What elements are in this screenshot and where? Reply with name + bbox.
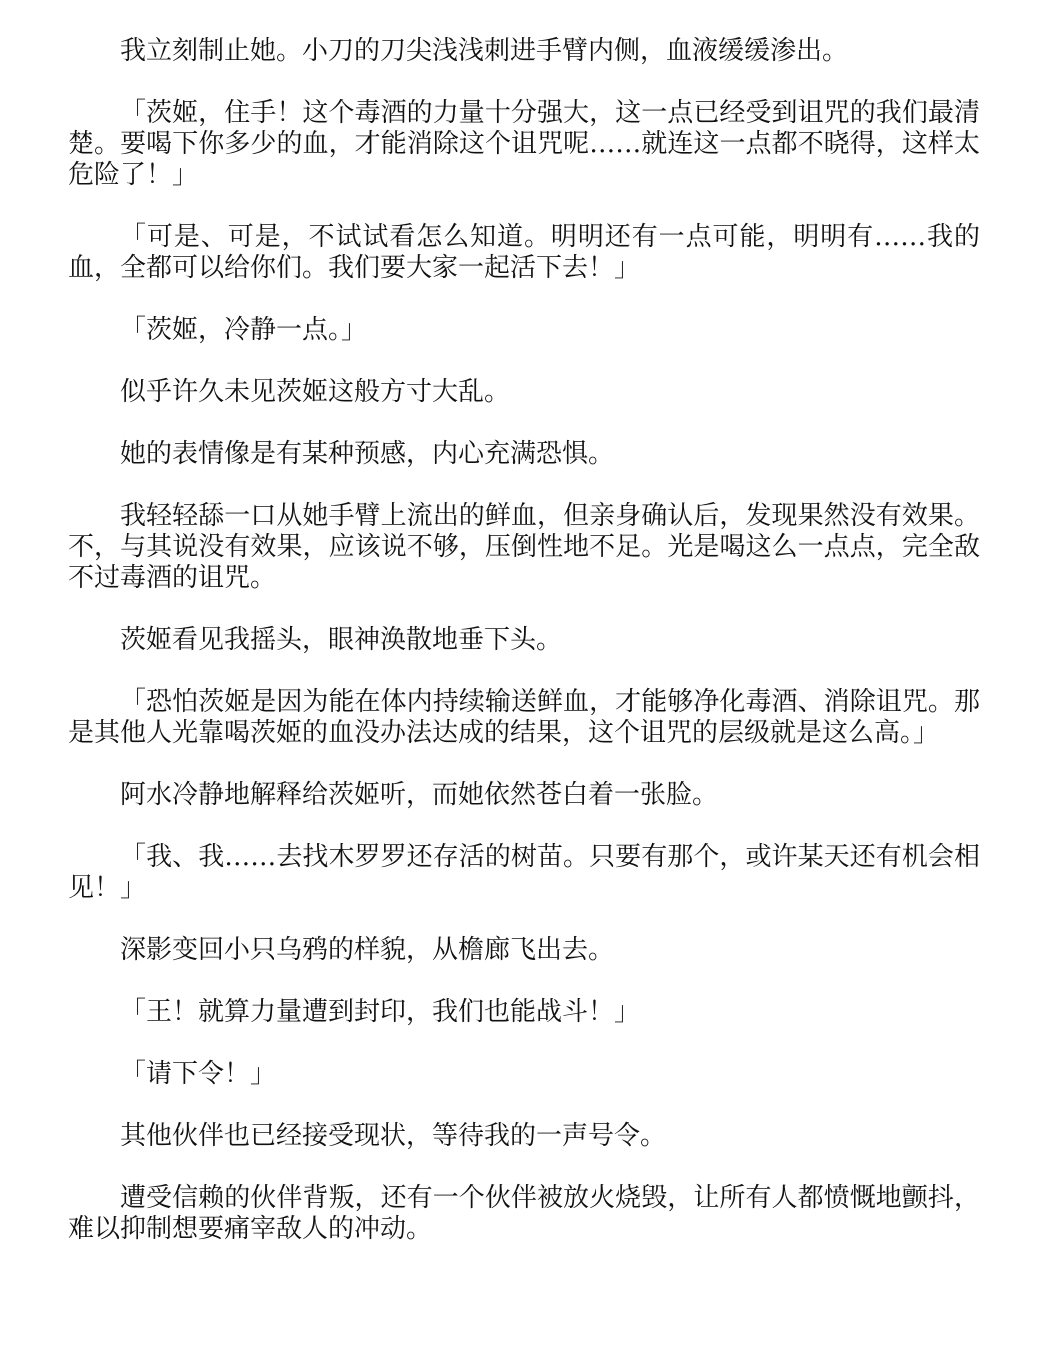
paragraph: 她的表情像是有某种预感，内心充满恐惧。 xyxy=(120,439,615,469)
paragraph: 遭受信赖的伙伴背叛，还有一个伙伴被放火烧毁，让所有人都愤慨地颤抖，难以抑制想要痛宰敌人的冲动。 xyxy=(68,1183,980,1244)
document-page xyxy=(68,36,980,1276)
paragraph: 「请下令！」 xyxy=(120,1059,277,1089)
paragraph: 其他伙伴也已经接受现状，等待我的一声号令。 xyxy=(120,1121,667,1151)
paragraph: 「茨姬，冷静一点。」 xyxy=(120,315,368,345)
paragraph: 我立刻制止她。小刀的刀尖浅浅刺进手臂内侧，血液缓缓渗出。 xyxy=(120,36,849,66)
paragraph: 「可是、可是，不试试看怎么知道。明明还有一点可能，明明有……我的血，全都可以给你们。我们要大家一起活下去！」 xyxy=(68,222,980,283)
paragraph: 阿水冷静地解释给茨姬听，而她依然苍白着一张脸。 xyxy=(120,780,719,810)
paragraph: 深影变回小只乌鸦的样貌，从檐廊飞出去。 xyxy=(120,935,615,965)
paragraph: 「恐怕茨姬是因为能在体内持续输送鲜血，才能够净化毒酒、消除诅咒。那是其他人光靠喝茨姬的血没办法达成的结果，这个诅咒的层级就是这么高。」 xyxy=(68,687,980,748)
paragraph: 「茨姬，住手！这个毒酒的力量十分强大，这一点已经受到诅咒的我们最清楚。要喝下你多少的血，才能消除这个诅咒呢……就连这一点都不晓得，这样太危险了！」 xyxy=(68,98,980,190)
paragraph: 我轻轻舔一口从她手臂上流出的鲜血，但亲身确认后，发现果然没有效果。不，与其说没有效果，应该说不够，压倒性地不足。光是喝这么一点点，完全敌不过毒酒的诅咒。 xyxy=(68,501,980,593)
paragraph: 「王！就算力量遭到封印，我们也能战斗！」 xyxy=(120,997,641,1027)
paragraph: 茨姬看见我摇头，眼神涣散地垂下头。 xyxy=(120,625,563,655)
paragraph: 似乎许久未见茨姬这般方寸大乱。 xyxy=(120,377,511,407)
paragraph: 「我、我……去找木罗罗还存活的树苗。只要有那个，或许某天还有机会相见！」 xyxy=(68,842,980,903)
